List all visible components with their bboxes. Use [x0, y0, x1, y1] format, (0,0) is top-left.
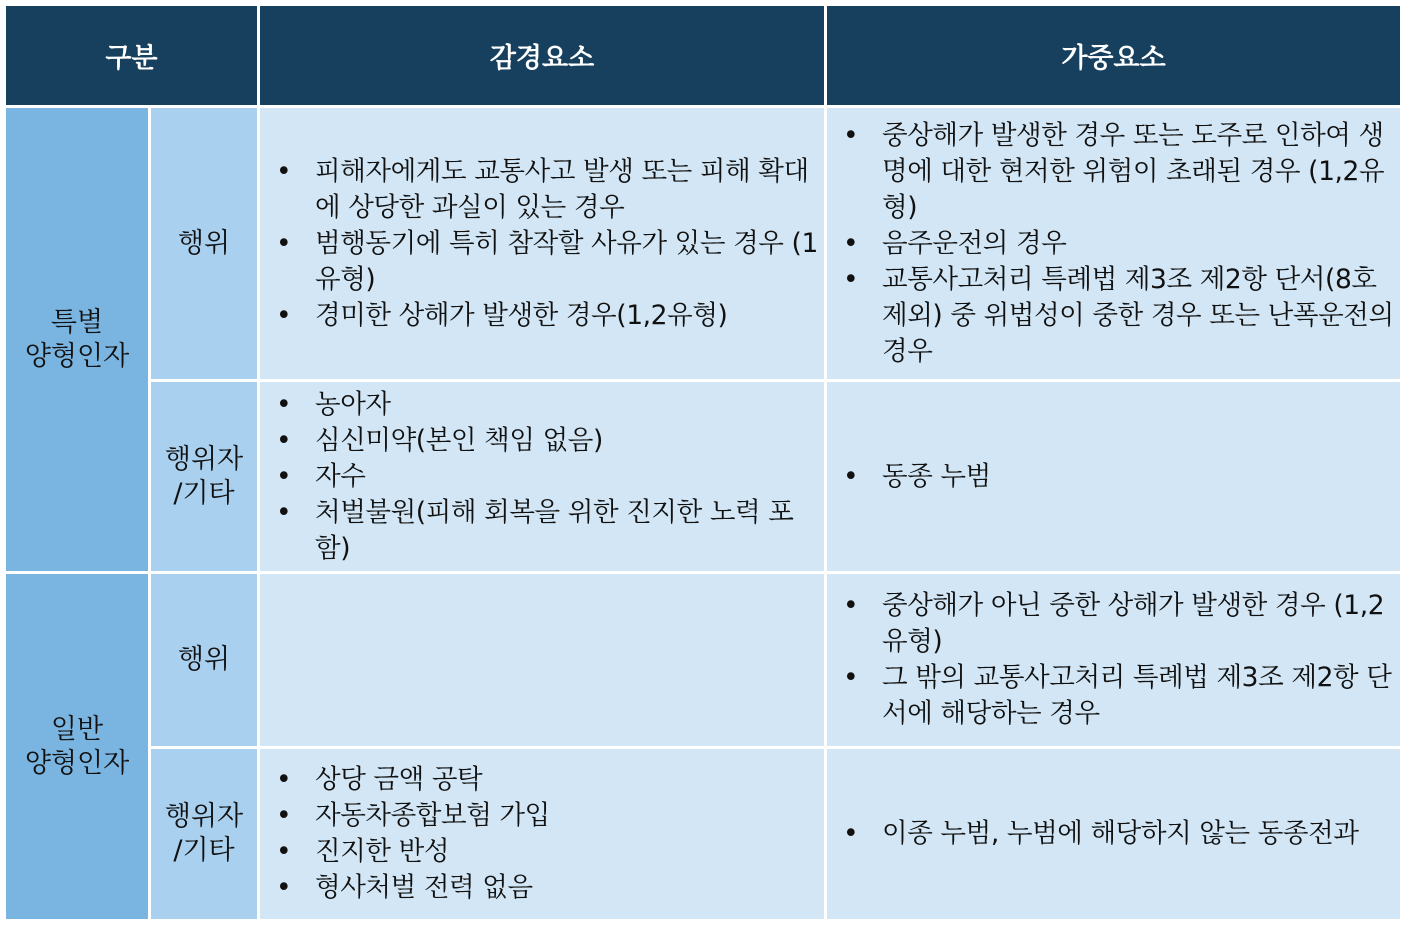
header-aggravating: 가중요소	[827, 6, 1400, 105]
section-general-factors	[6, 574, 148, 919]
aggravating-list	[843, 588, 1400, 732]
list-item: • 음주운전의 경우	[843, 226, 1400, 262]
mitigating-list	[276, 387, 824, 567]
subcategory-label-line2: /기타	[173, 835, 235, 866]
aggravating-cell	[827, 382, 1400, 571]
section-special-factors	[6, 108, 148, 571]
list-item: • 교통사고처리 특례법 제3조 제2항 단서(8호 제외) 중 위법성이 중한 경우 또는 난폭운전의 경우	[843, 262, 1400, 370]
subcategory-label: 행위	[177, 644, 231, 675]
header-category: 구분	[6, 6, 257, 105]
section-name-line2: 양형인자	[24, 340, 130, 372]
list-item: • 중상해가 발생한 경우 또는 도주로 인하여 생명에 대한 현저한 위험이 초래된 경우 (1,2유형)	[843, 118, 1400, 226]
list-item: • 경미한 상해가 발생한 경우(1,2유형)	[276, 298, 824, 334]
mitigating-cell-empty	[260, 574, 824, 746]
subcategory-label-line1: 행위자	[164, 801, 244, 832]
subcategory-label-line1: 행위자	[164, 443, 244, 475]
section-name-line1: 일반	[50, 713, 104, 745]
subcategory-label: 행위	[177, 227, 231, 259]
list-item: • 처벌불원(피해 회복을 위한 진지한 노력 포함)	[276, 495, 824, 567]
list-item: • 형사처벌 전력 없음	[276, 870, 824, 906]
list-item: • 상당 금액 공탁	[276, 762, 824, 798]
list-item: • 자동차종합보험 가입	[276, 798, 824, 834]
list-item: • 이종 누범, 누범에 해당하지 않는 동종전과	[843, 816, 1400, 852]
mitigating-cell	[260, 108, 824, 379]
list-item: • 중상해가 아닌 중한 상해가 발생한 경우 (1,2유형)	[843, 588, 1400, 660]
aggravating-list	[843, 816, 1400, 852]
list-item: • 심신미약(본인 책임 없음)	[276, 423, 824, 459]
list-item: • 농아자	[276, 387, 824, 423]
list-item: • 피해자에게도 교통사고 발생 또는 피해 확대에 상당한 과실이 있는 경우	[276, 154, 824, 226]
section-name-line1: 특별	[50, 306, 104, 338]
mitigating-list	[276, 154, 824, 334]
mitigating-cell	[260, 749, 824, 919]
subcategory-actor-other	[151, 749, 257, 919]
aggravating-cell	[827, 749, 1400, 919]
mitigating-list	[276, 762, 824, 906]
subcategory-act	[151, 108, 257, 379]
aggravating-list	[843, 118, 1400, 370]
list-item: • 자수	[276, 459, 824, 495]
aggravating-cell	[827, 108, 1400, 379]
aggravating-cell	[827, 574, 1400, 746]
mitigating-cell	[260, 382, 824, 571]
list-item: • 그 밖의 교통사고처리 특례법 제3조 제2항 단서에 해당하는 경우	[843, 660, 1400, 732]
header-mitigating: 감경요소	[260, 6, 824, 105]
list-item: • 범행동기에 특히 참작할 사유가 있는 경우 (1유형)	[276, 226, 824, 298]
subcategory-actor-other	[151, 382, 257, 571]
subcategory-label-line2: /기타	[173, 477, 235, 509]
sentencing-factors-table	[6, 6, 1397, 927]
section-name-line2: 양형인자	[24, 747, 130, 779]
list-item: • 동종 누범	[843, 459, 1400, 495]
list-item: • 진지한 반성	[276, 834, 824, 870]
subcategory-act	[151, 574, 257, 746]
aggravating-list	[843, 459, 1400, 495]
